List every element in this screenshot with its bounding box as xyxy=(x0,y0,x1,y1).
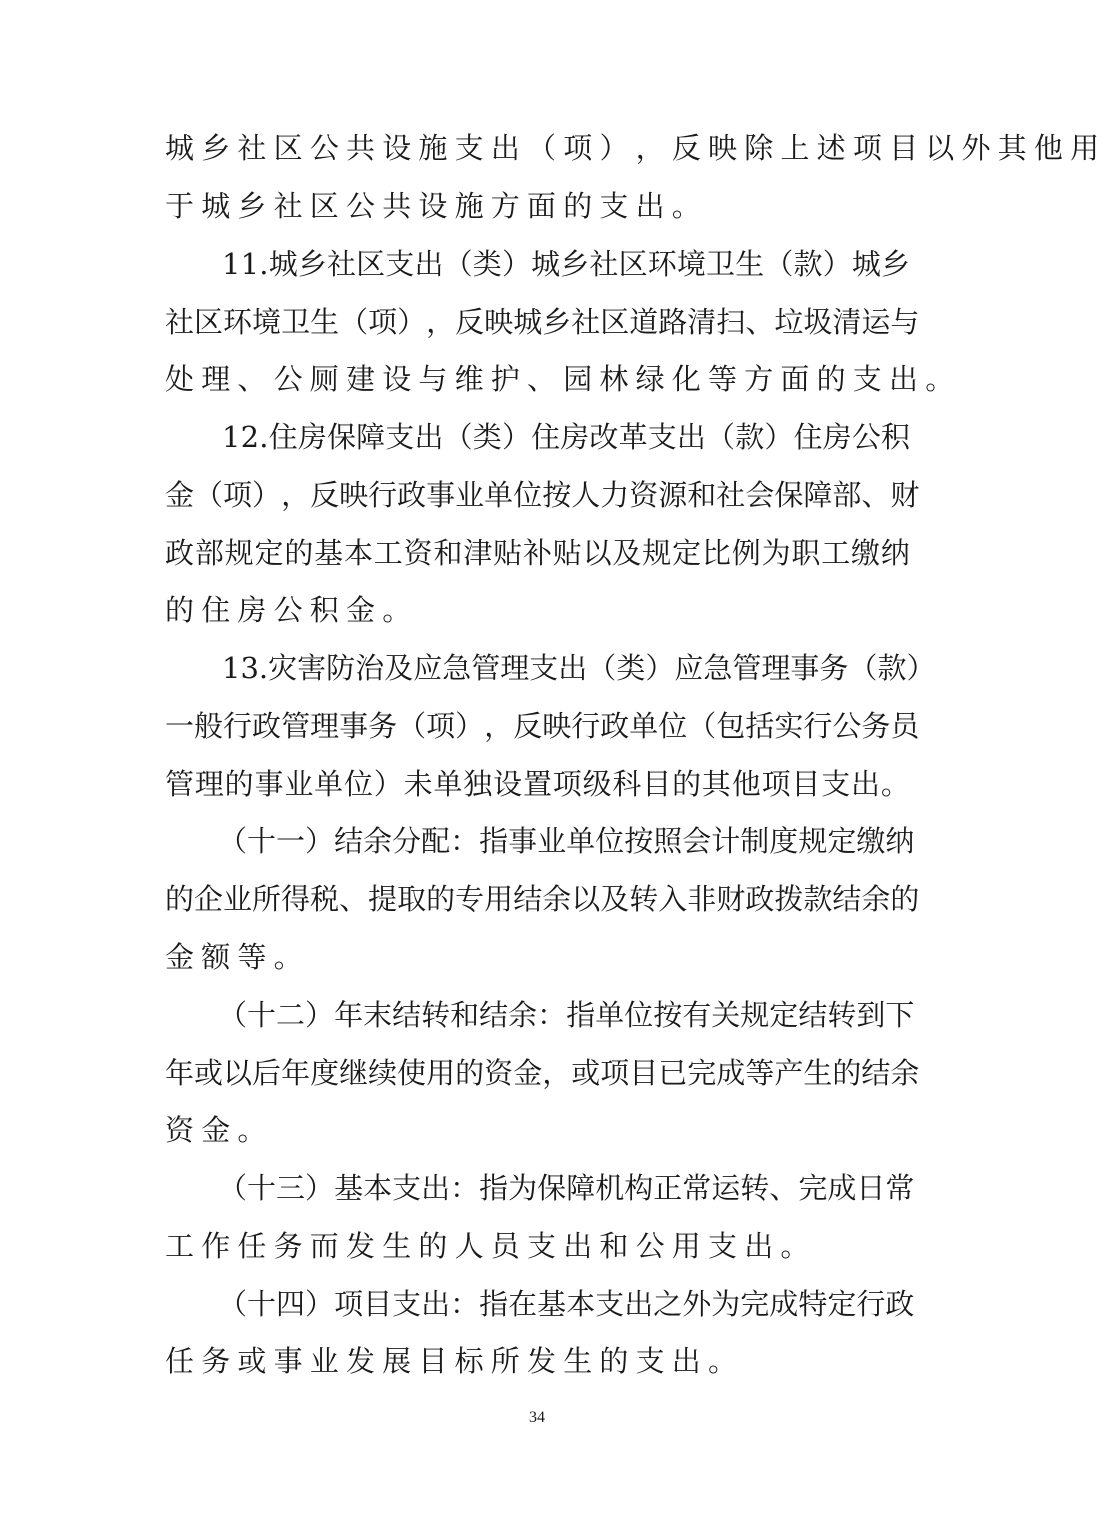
text-line: （ 十 二 ） 年 末 结 转 和 结 余 ： 指 单 位 按 有 关 规 定 结 转 到 下 xyxy=(218,998,915,1032)
text-line: 的 企 业 所 得 税 、 提 取 的 专 用 结 余 以 及 转 入 非 财 政 拨 款 结 余 的 xyxy=(165,882,920,916)
text-line: （ 十 三 ） 基 本 支 出 ： 指 为 保 障 机 构 正 常 运 转 、 完 成 日 常 xyxy=(218,1171,915,1205)
text-line: 资金。 xyxy=(165,1113,274,1147)
text-line: （ 十 四 ） 项 目 支 出 ： 指 在 基 本 支 出 之 外 为 完 成 特 定 行 政 xyxy=(218,1287,915,1321)
text-line: 城 乡 社 区 公 共 设 施 支 出 （ 项 ） ， 反 映 除 上 述 项 目 以 外 其 他 用 xyxy=(165,131,1106,165)
text-line: 社 区 环 境 卫 生 （ 项 ） ， 反 映 城 乡 社 区 道 路 清 扫 、 垃 圾 清 运 与 xyxy=(165,305,920,339)
text-line: 于城乡社区公共设施方面的支出。 xyxy=(165,189,709,223)
text-line: 金额等。 xyxy=(165,940,310,974)
page-number: 34 xyxy=(529,1409,545,1426)
text-line: 1 2 . 住 房 保 障 支 出 （ 类 ） 住 房 改 革 支 出 （ 款 ） 住 房 公 积 xyxy=(222,420,910,454)
text-line: 一 般 行 政 管 理 事 务 （ 项 ） ， 反 映 行 政 单 位 （ 包 括 实 行 公 务 员 xyxy=(165,709,920,743)
text-line: 工作任务而发生的人员支出和公用支出。 xyxy=(165,1229,817,1263)
text-line: 政 部 规 定 的 基 本 工 资 和 津 贴 补 贴 以 及 规 定 比 例 为 职 工 缴 纳 xyxy=(165,536,910,570)
text-line: 任务或事业发展目标所发生的支出。 xyxy=(165,1344,745,1378)
text-line: 处理、公厕建设与维护、园林绿化等方面的支出。 xyxy=(165,362,962,396)
text-line: 的住房公积金。 xyxy=(165,593,419,627)
text-line: 金 （ 项 ） ， 反 映 行 政 事 业 单 位 按 人 力 资 源 和 社 会 保 障 部 、 财 xyxy=(165,478,920,512)
text-line: （ 十 一 ） 结 余 分 配 ： 指 事 业 单 位 按 照 会 计 制 度 规 定 缴 纳 xyxy=(218,824,915,858)
text-line: 1 1 . 城 乡 社 区 支 出 （ 类 ） 城 乡 社 区 环 境 卫 生 （ 款 ） 城 乡 xyxy=(222,247,910,281)
text-line: 管 理 的 事 业 单 位 ） 未 单 独 设 置 项 级 科 目 的 其 他 项 目 支 出 。 xyxy=(165,767,910,801)
text-line: 年 或 以 后 年 度 继 续 使 用 的 资 金 ， 或 项 目 已 完 成 等 产 生 的 结 余 xyxy=(165,1056,920,1090)
text-line: 1 3 . 灾 害 防 治 及 应 急 管 理 支 出 （ 类 ） 应 急 管 理 事 务 （ 款 ） xyxy=(222,651,936,685)
